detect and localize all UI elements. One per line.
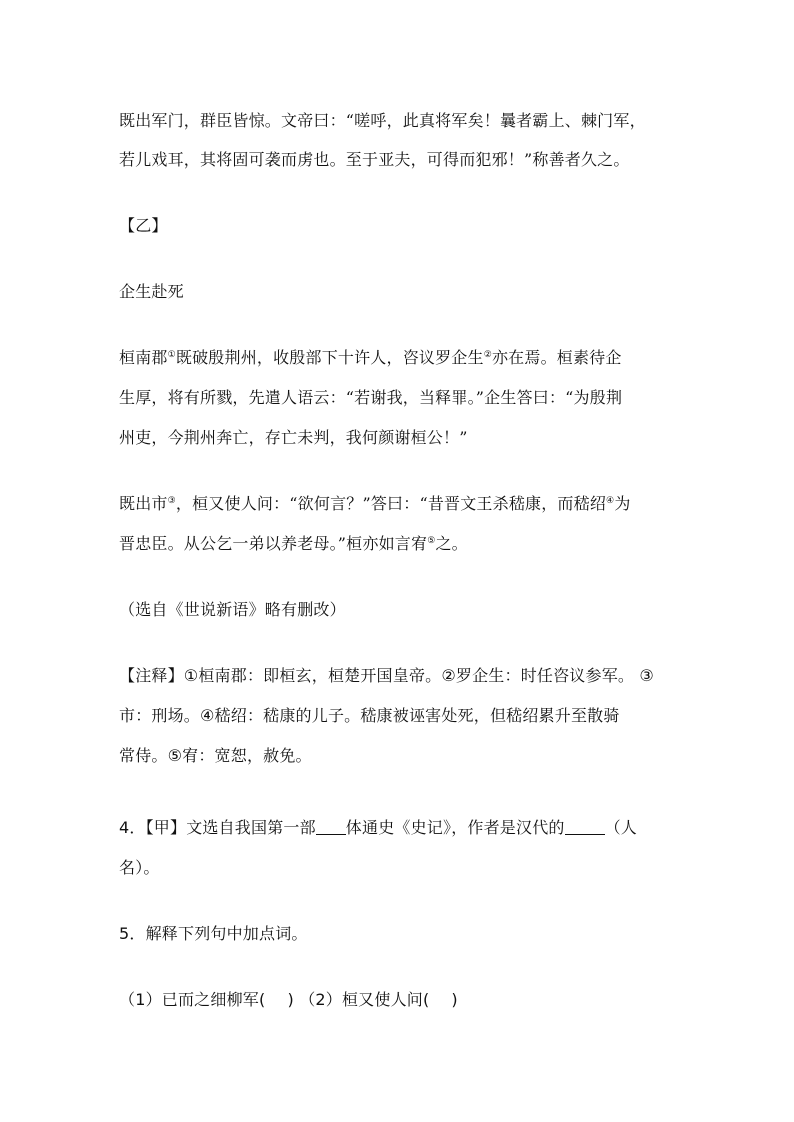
passage-source: （选自《世说新语》略有删改） bbox=[119, 600, 346, 619]
notes-line-2: 市：刑场。④嵇绍：嵇康的儿子。嵇康被诬害处死，但嵇绍累升至散骑 bbox=[119, 706, 620, 725]
footnote-marker-5: ⑤ bbox=[427, 536, 436, 546]
footnote-marker-4: ④ bbox=[606, 496, 615, 506]
passage-jia-line-1: 既出军门，群臣皆惊。文帝曰：“嗟呼，此真将军矣！曩者霸上、棘门军， bbox=[119, 111, 646, 130]
question-4-blank-1[interactable] bbox=[316, 818, 346, 835]
footnote-marker-3: ③ bbox=[167, 496, 176, 506]
question-5-items bbox=[119, 990, 458, 1010]
question-5-number: 5． bbox=[119, 924, 146, 943]
passage-yi-p2-line-2: 晋忠臣。从公乞一弟以养老母。”桓亦如言宥⑤之。 bbox=[119, 534, 468, 553]
question-5-line: 5．解释下列句中加点词。 bbox=[119, 924, 308, 943]
passage-yi-p2-line-1: 既出市③，桓又使人问：“欲何言？”答曰：“昔晋文王杀嵇康，而嵇绍④为 bbox=[119, 494, 631, 513]
question-4-number: 4． bbox=[119, 818, 146, 837]
footnote-marker-2: ② bbox=[483, 350, 492, 360]
question-4-line-1: 4．【甲】文选自我国第一部 体通史《史记》，作者是汉代的 （人 bbox=[119, 818, 638, 837]
question-5-item-1: （1）已而之细柳军( ) bbox=[119, 990, 294, 1009]
question-4-blank-2[interactable] bbox=[565, 818, 605, 835]
passage-yi-p1-line-3: 州吏，今荆州奔亡，存亡未判，我何颜谢桓公！” bbox=[119, 428, 468, 447]
question-5-item-2: （2）桓又使人问( ) bbox=[299, 990, 458, 1009]
passage-yi-p1-line-2: 生厚，将有所戮，先遣人语云：“若谢我，当释罪。”企生答曰：“为殷荆 bbox=[119, 388, 623, 407]
notes-line-1: 【注释】①桓南郡：即桓玄，桓楚开国皇帝。②罗企生：时任咨议参军。 ③ bbox=[119, 666, 654, 685]
notes-line-3: 常侍。⑤宥：宽恕，赦免。 bbox=[119, 746, 312, 765]
footnote-marker-1: ① bbox=[167, 350, 176, 360]
passage-yi-title: 企生赴死 bbox=[119, 282, 184, 301]
passage-yi-p1-line-1: 桓南郡①既破殷荆州，收殷部下十许人，咨议罗企生②亦在焉。桓素待企 bbox=[119, 348, 622, 367]
question-4-line-2: 名）。 bbox=[119, 858, 160, 877]
passage-yi-label: 【乙】 bbox=[119, 216, 168, 235]
passage-jia-line-2: 若儿戏耳，其将固可袭而虏也。至于亚夫，可得而犯邪！”称善者久之。 bbox=[119, 150, 630, 169]
